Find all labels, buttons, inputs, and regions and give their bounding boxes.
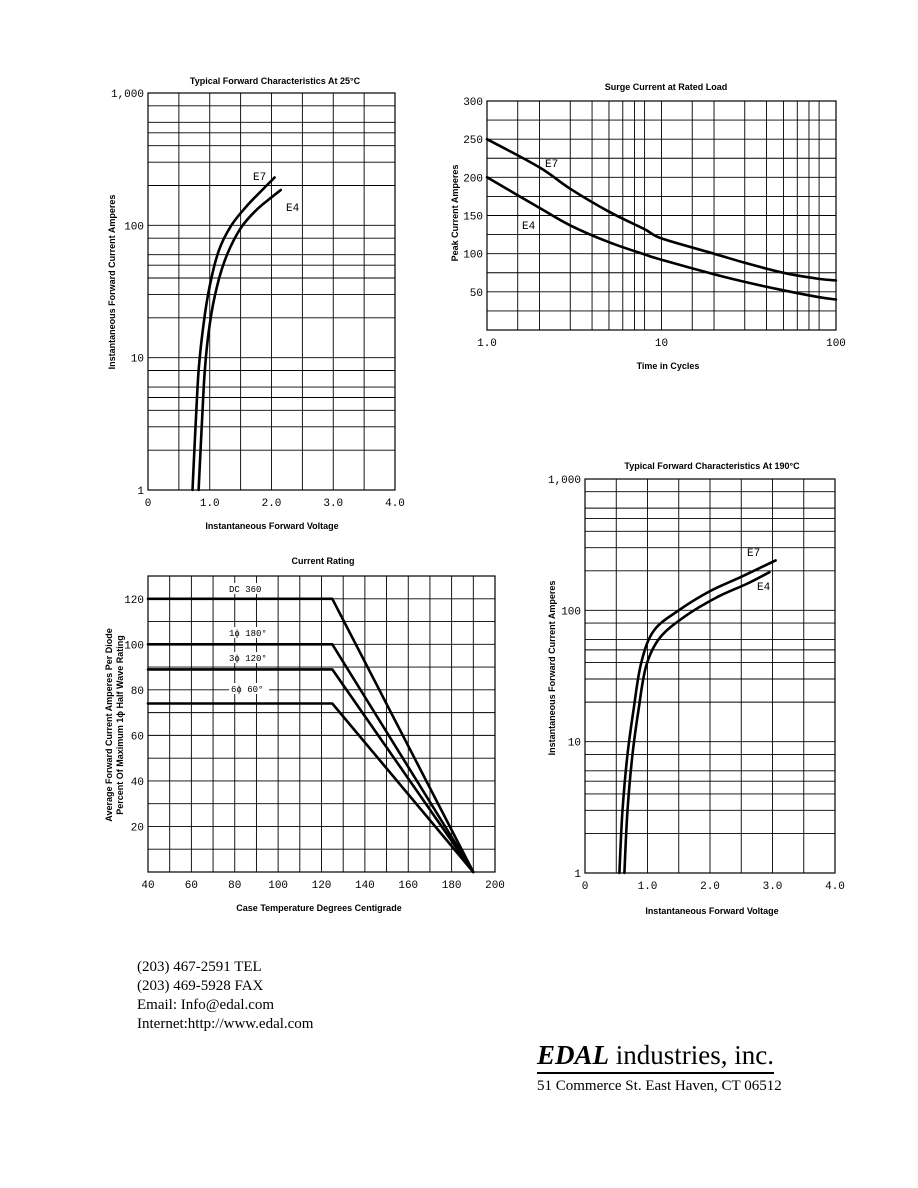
- series-line-e4: [199, 190, 281, 490]
- chart-surge-xlabel: Time in Cycles: [636, 361, 700, 371]
- contact-fax: (203) 469-5928 FAX: [137, 978, 264, 994]
- y-tick-label: 100: [463, 249, 483, 262]
- x-tick-label: 3.0: [762, 881, 783, 893]
- chart-forward-25c-series: [193, 178, 281, 491]
- chart-surge-grid: [487, 101, 836, 330]
- y-tick-label: 250: [463, 135, 483, 148]
- x-tick-label: 200: [485, 880, 505, 892]
- chart-surge-ylabel: Peak Current Amperes: [450, 164, 460, 262]
- chart-current-rating-ylabel-1: Average Forward Current Amperes Per Diode: [104, 628, 114, 822]
- x-tick-label: 160: [398, 880, 419, 892]
- chart-forward-25c-ticks: [111, 89, 405, 510]
- chart-forward-190c-e4-label: E4: [757, 582, 771, 594]
- x-tick-label: 3.0: [323, 498, 344, 510]
- chart-surge-ticks: [463, 97, 846, 350]
- x-tick-label: 1.0: [637, 881, 658, 893]
- y-tick-label: 1,000: [110, 89, 144, 101]
- contact-email: Email: Info@edal.com: [137, 997, 275, 1013]
- y-tick-label: 40: [130, 776, 144, 789]
- y-tick-label: 100: [124, 221, 144, 234]
- chart-forward-25c-xlabel: Instantaneous Forward Voltage: [205, 521, 339, 531]
- chart-forward-190c-xlabel: Instantaneous Forward Voltage: [645, 906, 779, 916]
- x-tick-label: 2.0: [261, 498, 282, 510]
- chart-current-rating: [104, 556, 505, 913]
- chart-current-rating-ticks: [124, 595, 505, 892]
- x-tick-label: 0: [144, 498, 152, 510]
- chart-surge-title: Surge Current at Rated Load: [604, 82, 728, 92]
- y-tick-label: 120: [124, 594, 144, 607]
- x-tick-label: 100: [826, 338, 846, 350]
- chart-forward-25c-title: Typical Forward Characteristics At 25°C: [189, 76, 361, 86]
- series-line-3-120-: [148, 669, 473, 872]
- chart-forward-190c-e7-label: E7: [747, 548, 761, 560]
- x-tick-label: 180: [441, 880, 462, 892]
- chart-current-rating-3ph-label: 3ϕ 120°: [229, 654, 267, 664]
- series-line-e4: [624, 572, 769, 873]
- y-tick-label: 150: [463, 211, 483, 224]
- x-tick-label: 100: [268, 880, 289, 892]
- y-tick-label: 1,000: [547, 475, 581, 487]
- company-name-edal: EDAL: [537, 1040, 610, 1070]
- x-tick-label: 80: [228, 880, 242, 892]
- x-tick-label: 140: [354, 880, 375, 892]
- chart-forward-25c-grid: [148, 93, 395, 490]
- chart-surge-e4-label: E4: [522, 221, 536, 233]
- series-line-6-60-: [148, 704, 473, 873]
- chart-current-rating-xlabel: Case Temperature Degrees Centigrade: [236, 903, 402, 913]
- contact-tel: (203) 467-2591 TEL: [137, 959, 262, 975]
- y-tick-label: 10: [130, 353, 144, 366]
- x-tick-label: 2.0: [700, 881, 720, 893]
- chart-forward-25c-ylabel: Instantaneous Forward Current Amperes: [107, 194, 117, 370]
- chart-forward-190c-series: [619, 560, 775, 873]
- y-tick-label: 200: [463, 173, 483, 186]
- y-tick-label: 100: [561, 606, 581, 619]
- series-line-e7: [193, 178, 275, 491]
- x-tick-label: 1.0: [199, 498, 220, 510]
- y-tick-label: 50: [469, 287, 483, 300]
- chart-forward-190c-ylabel: Instantaneous Forward Current Amperes: [547, 580, 557, 756]
- x-tick-label: 10: [654, 338, 669, 350]
- contact-internet: Internet:http://www.edal.com: [137, 1016, 314, 1032]
- company-name: [537, 1040, 774, 1074]
- chart-forward-25c-e4-label: E4: [286, 203, 300, 215]
- x-tick-label: 0: [581, 881, 589, 893]
- company-address: 51 Commerce St. East Haven, CT 06512: [537, 1078, 782, 1094]
- chart-current-rating-1ph-label: 1ϕ 180°: [229, 629, 267, 639]
- y-tick-label: 300: [463, 97, 483, 109]
- chart-current-rating-ylabel-2: Percent Of Maximum 1ϕ Half Wave Rating: [115, 635, 125, 815]
- y-tick-label: 80: [130, 685, 144, 698]
- chart-forward-190c-title: Typical Forward Characteristics At 190°C: [624, 461, 800, 471]
- chart-current-rating-6ph-label: 6ϕ 60°: [231, 685, 264, 695]
- chart-surge: [450, 82, 846, 371]
- chart-surge-e7-label: E7: [545, 159, 559, 171]
- y-tick-label: 60: [130, 731, 144, 744]
- chart-forward-190c-ticks: [548, 475, 845, 893]
- y-tick-label: 100: [124, 640, 144, 653]
- x-tick-label: 40: [141, 880, 155, 892]
- y-tick-label: 1: [137, 486, 144, 498]
- x-tick-label: 4.0: [385, 498, 405, 510]
- x-tick-label: 120: [311, 880, 332, 892]
- x-tick-label: 4.0: [825, 881, 845, 893]
- chart-forward-190c: [547, 461, 845, 916]
- company-brand: [537, 1040, 782, 1095]
- company-name-rest: industries, inc.: [609, 1040, 774, 1070]
- chart-current-rating-dc-label: DC 360: [229, 585, 262, 595]
- contact-info: [137, 958, 313, 1034]
- chart-forward-25c: [107, 76, 405, 531]
- y-tick-label: 10: [567, 737, 581, 750]
- chart-current-rating-title: Current Rating: [291, 556, 355, 566]
- chart-forward-25c-e7-label: E7: [253, 172, 267, 184]
- y-tick-label: 1: [574, 869, 581, 881]
- x-tick-label: 60: [184, 880, 198, 892]
- x-tick-label: 1.0: [477, 338, 497, 350]
- y-tick-label: 20: [130, 822, 144, 835]
